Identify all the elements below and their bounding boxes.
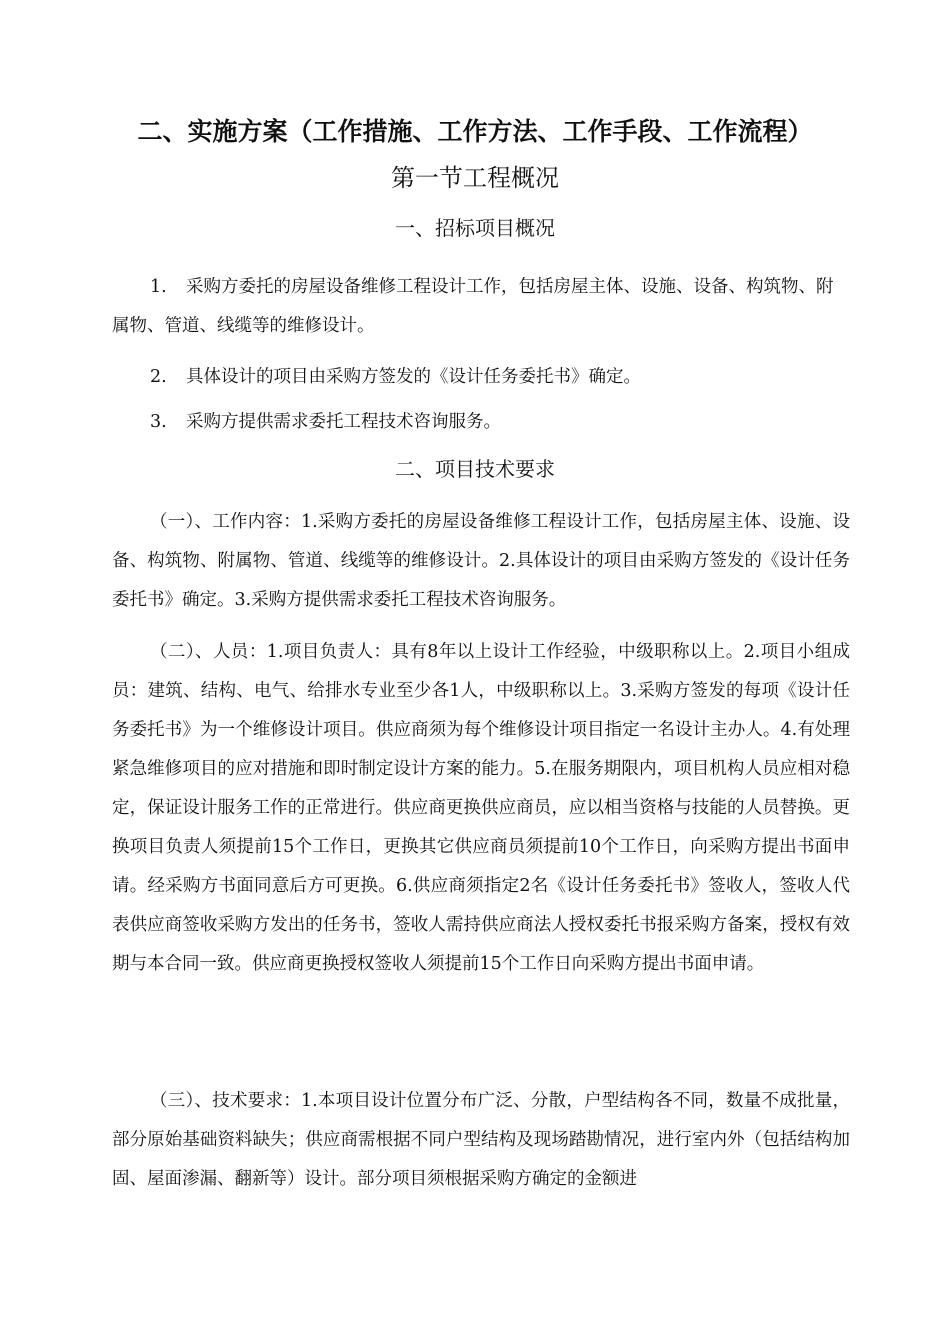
paragraph-technical-requirements: （三）、技术要求：1.本项目设计位置分布广泛、分散，户型结构各不同，数量不成批量，部分原始基础资料缺失；供应商需根据不同户型结构及现场踏勘情况，进行室内外（包括结构加固、屋面渗漏、翻新等）设计。部分项目须根据采购方确定的金额进 [112,1091,850,1189]
item-number: 3. [150,412,167,432]
overview-item-1 [112,268,850,346]
item-text: 采购方提供需求委托工程技术咨询服务。 [186,412,501,432]
item-number: 2. [150,367,167,387]
overview-item-3 [112,403,850,442]
paragraph-work-content: （一）、工作内容：1.采购方委托的房屋设备维修工程设计工作，包括房屋主体、设施、设备、构筑物、附属物、管道、线缆等的维修设计。2.具体设计的项目由采购方签发的《设计任务委托书》确定。3.采购方提供需求委托工程技术咨询服务。 [112,512,850,610]
section-title: 第一节工程概况 [391,164,559,192]
main-title: 二、实施方案（工作措施、工作方法、工作手段、工作流程） [137,117,813,146]
subsection-title-overview: 一、招标项目概况 [395,216,555,240]
item-text: 具体设计的项目由采购方签发的《设计任务委托书》确定。 [186,367,641,387]
item-text: 采购方委托的房屋设备维修工程设计工作，包括房屋主体、设施、设备、构筑物、附属物、管道、线缆等的维修设计。 [112,277,834,336]
item-number: 1. [150,277,167,297]
paragraph-personnel: （二）、人员：1.项目负责人：具有8年以上设计工作经验，中级职称以上。2.项目小组成员：建筑、结构、电气、给排水专业至少各1人，中级职称以上。3.采购方签发的每项《设计任务委托书》为一个维修设计项目。供应商须为每个维修设计项目指定一名设计主办人。4.有处理紧急维修项目的应对措施和即时制定设计方案的能力。5.在服务期限内，项目机构人员应相对稳定，保证设计服务工作的正常进行。供应商更换供应商员，应以相当资格与技能的人员替换。更换项目负责人须提前15个工作日，更换其它供应商员须提前10个工作日，向采购方提出书面申请。经采购方书面同意后方可更换。6.供应商须指定2名《设计任务委托书》签收人，签收人代表供应商签收采购方发出的任务书，签收人需持供应商法人授权委托书报采购方备案，授权有效期与本合同一致。供应商更换授权签收人须提前15个工作日向采购方提出书面申请。 [112,642,850,974]
subsection-title-requirements: 二、项目技术要求 [395,457,555,481]
overview-item-2 [112,358,850,397]
